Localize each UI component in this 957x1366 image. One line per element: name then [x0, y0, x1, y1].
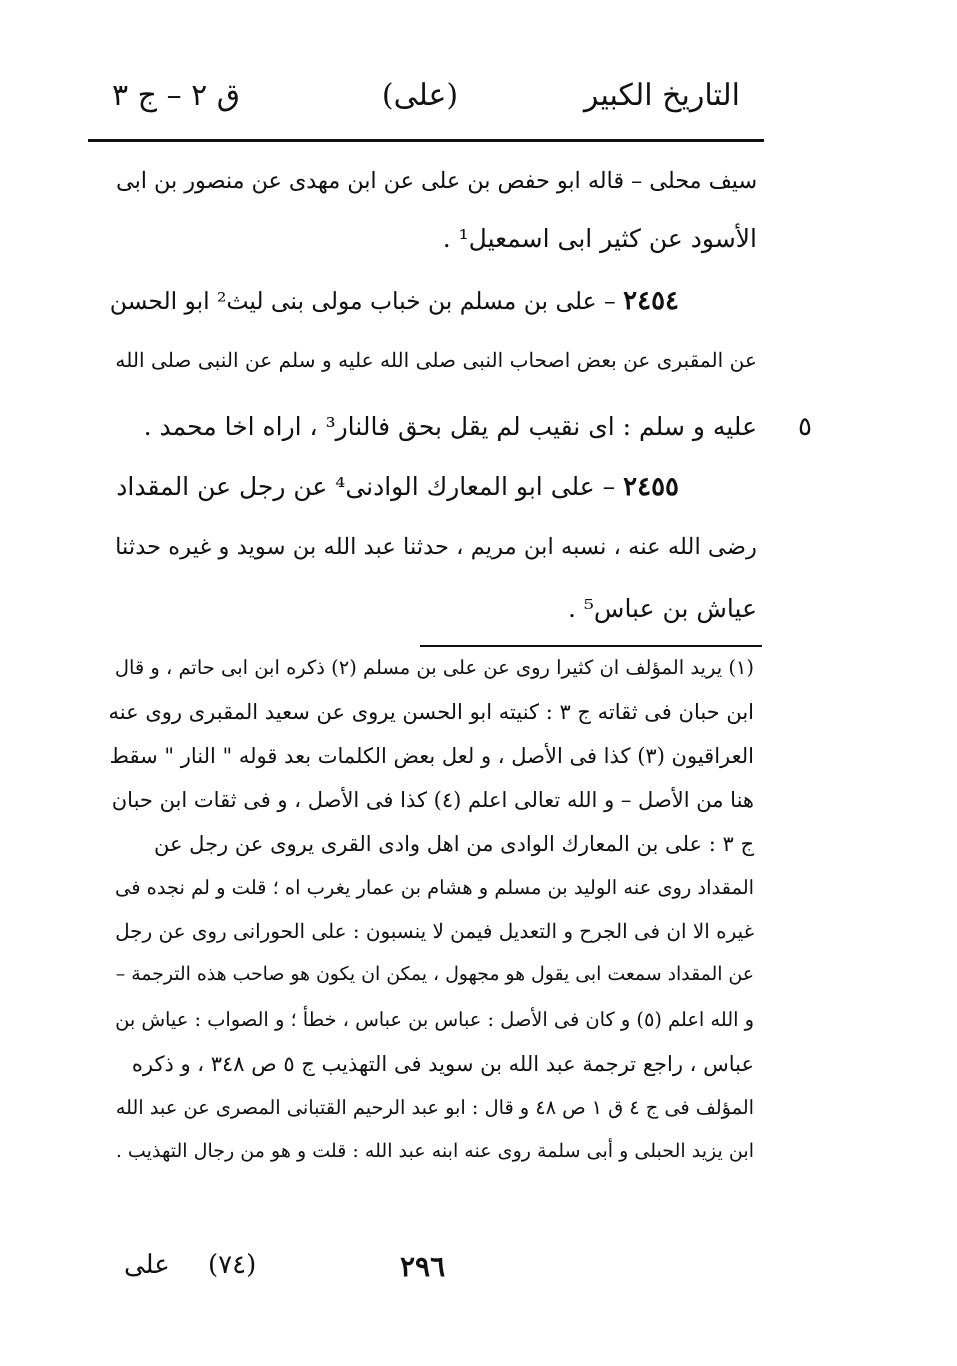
- entry-2455-text-1: – على ابو المعارك الوادنى⁴ عن رجل عن المقداد: [116, 472, 616, 501]
- entry-2454-line-3: عليه و سلم : اى نقيب لم يقل بحق فالنار³ ، اراه اخا محمد .: [143, 412, 757, 441]
- footnote-line-7: غيره الا ان فى الجرح و التعديل فيمن لا ينسبون : على الحورانى روى عن رجل: [115, 920, 754, 943]
- footnote-line-11: المؤلف فى ج ٤ ق ١ ص ٤٨ و قال : ابو عبد الرحيم القتبانى المصرى عن عبد الله: [115, 1096, 754, 1119]
- footnote-line-10: عباس ، راجع ترجمة عبد الله بن سويد فى التهذيب ج ٥ ص ٣٤٨ ، و ذكره: [131, 1052, 754, 1076]
- entry-2455-number: ٢٤٥٥: [623, 472, 679, 502]
- entry-2454-number: ٢٤٥٤: [623, 286, 679, 316]
- entry-2455-line-2: رضى الله عنه ، نسبه ابن مريم ، حدثنا عبد الله بن سويد و غيره حدثنا: [115, 534, 757, 560]
- footnote-line-5: ج ٣ : على بن المعارك الوادى من اهل وادى القرى يروى عن رجل عن: [153, 832, 754, 856]
- footnote-line-6: المقداد روى عنه الوليد بن مسلم و هشام بن عمار يغرب اه ؛ قلت و لم نجده فى: [115, 876, 754, 899]
- page-number: ٢٩٦: [400, 1250, 446, 1283]
- footnote-line-12: ابن يزيد الحبلى و أبى سلمة روى عنه ابنه عبد الله : قلت و هو من رجال التهذيب .: [115, 1140, 754, 1162]
- footnote-line-3: العراقيون (٣) كذا فى الأصل ، و لعل بعض الكلمات بعد قوله " النار " سقط: [109, 744, 754, 768]
- entry-2454-line-1: [110, 286, 679, 316]
- signature-mark: (٧٤): [208, 1250, 257, 1280]
- book-title: التاريخ الكبير: [583, 78, 740, 113]
- footnote-line-9: و الله اعلم (٥) و كان فى الأصل : عباس بن عباس ، خطأ ؛ و الصواب : عياش بن: [115, 1008, 754, 1031]
- entry-2454-text-1: – على بن مسلم بن خباب مولى بنى ليث² ابو الحسن: [109, 287, 616, 315]
- catchword: على: [124, 1250, 170, 1280]
- entry-2455-line-3: عياش بن عباس⁵ .: [567, 594, 757, 623]
- footnote-line-4: هنا من الأصل – و الله تعالى اعلم (٤) كذا فى الأصل ، و فى ثقات ابن حبان: [111, 788, 754, 812]
- entry-2454-line-2: عن المقبرى عن بعض اصحاب النبى صلى الله عليه و سلم عن النبى صلى الله: [115, 348, 757, 372]
- footnote-line-2: ابن حبان فى ثقاته ج ٣ : كنيته ابو الحسن يروى عن سعيد المقبرى روى عنه: [108, 700, 754, 724]
- footnote-rule: [420, 645, 762, 647]
- footnote-line-1: (١) يريد المؤلف ان كثيرا روى عن على بن مسلم (٢) ذكره ابن ابى حاتم ، و قال: [114, 656, 754, 679]
- running-head: [100, 78, 740, 128]
- header-rule: [88, 139, 764, 142]
- main-line-1: سيف محلى – قاله ابو حفص بن على عن ابن مهدى عن منصور بن ابى: [116, 168, 757, 194]
- margin-line-number: ٥: [798, 412, 812, 442]
- volume-reference: ق ٢ – ج ٣: [112, 78, 241, 113]
- entry-2455-line-1: [116, 472, 679, 502]
- footnote-line-8: عن المقداد سمعت ابى يقول هو مجهول ، يمكن ان يكون هو صاحب هذه الترجمة –: [115, 964, 754, 985]
- main-line-2: الأسود عن كثير ابى اسمعيل¹ .: [442, 224, 757, 253]
- section-heading: (على): [381, 78, 459, 113]
